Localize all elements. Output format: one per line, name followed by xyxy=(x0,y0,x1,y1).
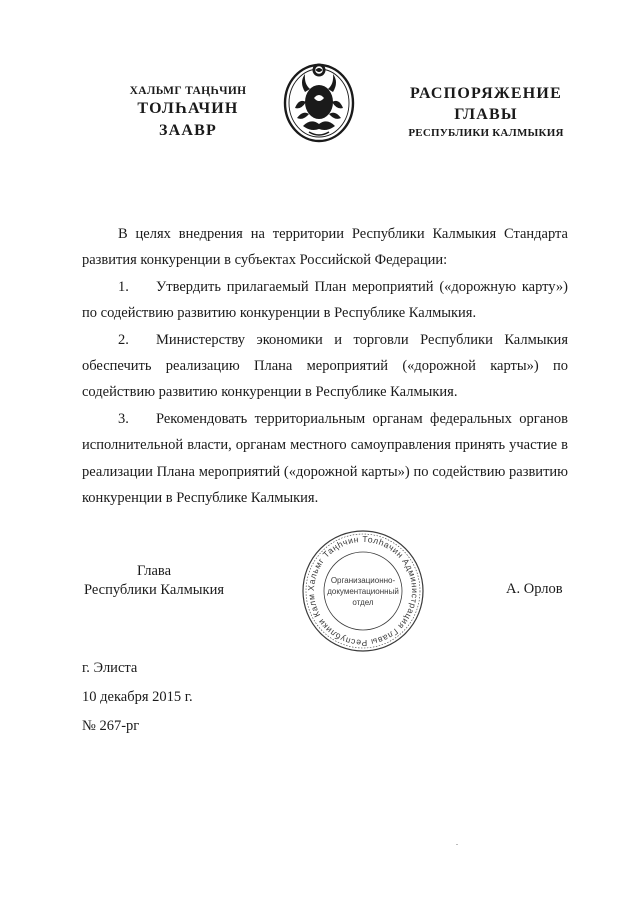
official-stamp xyxy=(298,526,428,656)
stamp-center-line1: Организационно- xyxy=(330,576,396,585)
order-item xyxy=(82,406,568,512)
order-item xyxy=(82,274,568,327)
stamp-center-line2: документационный xyxy=(327,587,399,596)
signatory-title-line1: Глава xyxy=(136,563,172,579)
stamp-ring-text: Хальмг Таңһчин Толһачин Администрация Главы Республики Калм xyxy=(305,533,421,649)
item-text: Министерству экономики и торговли Республики Калмыкия обеспечить реализацию Плана мероприятий («дорожной карты») по содействию развитию конкуренции в Республике Калмыкия. xyxy=(82,331,568,401)
issue-city: г. Элиста xyxy=(82,660,138,676)
signatory-name: А. Орлов xyxy=(506,581,563,597)
kalmykia-coat-of-arms-icon xyxy=(281,58,357,144)
header-right-line3: РЕСПУБЛИКИ КАЛМЫКИЯ xyxy=(408,127,564,139)
order-body xyxy=(82,221,568,511)
header-right-line2: ГЛАВЫ xyxy=(454,106,518,123)
header-left-line2: ТОЛҺАЧИН xyxy=(137,100,239,118)
item-number: 2. xyxy=(118,331,129,348)
order-item xyxy=(82,327,568,406)
document-number: № 267-рг xyxy=(82,718,140,734)
signatory-title xyxy=(80,562,228,600)
header-kalmyk-title xyxy=(100,84,276,141)
issue-date: 10 декабря 2015 г. xyxy=(82,689,193,705)
header-russian-title xyxy=(398,84,574,141)
header-left-line1: ХАЛЬМГ ТАҢҺЧИН xyxy=(129,85,247,97)
item-text: Утвердить прилагаемый План мероприятий («дорожную карту») по содействию развитию конкуренции в Республике Калмыкия. xyxy=(82,278,568,322)
document-footer xyxy=(82,654,193,741)
stamp-center-line3: отдел xyxy=(352,598,374,607)
signatory-title-line2: Республики Калмыкия xyxy=(83,582,225,598)
item-number: 3. xyxy=(118,410,129,427)
item-number: 1. xyxy=(118,278,129,295)
header-left-line3: ЗААВР xyxy=(159,122,217,140)
scan-artifact xyxy=(456,844,458,845)
item-text: Рекомендовать территориальным органам федеральных органов исполнительной власти, органам местного самоуправления принять участие в реализации Плана мероприятий («дорожной карты») по содействию развитию конкуренции в Республике Калмыкия. xyxy=(82,410,568,507)
header-right-line1: РАСПОРЯЖЕНИЕ xyxy=(410,85,562,102)
intro-paragraph: В целях внедрения на территории Республики Калмыкия Стандарта развития конкуренции в субъектах Российской Федерации: xyxy=(82,226,568,269)
